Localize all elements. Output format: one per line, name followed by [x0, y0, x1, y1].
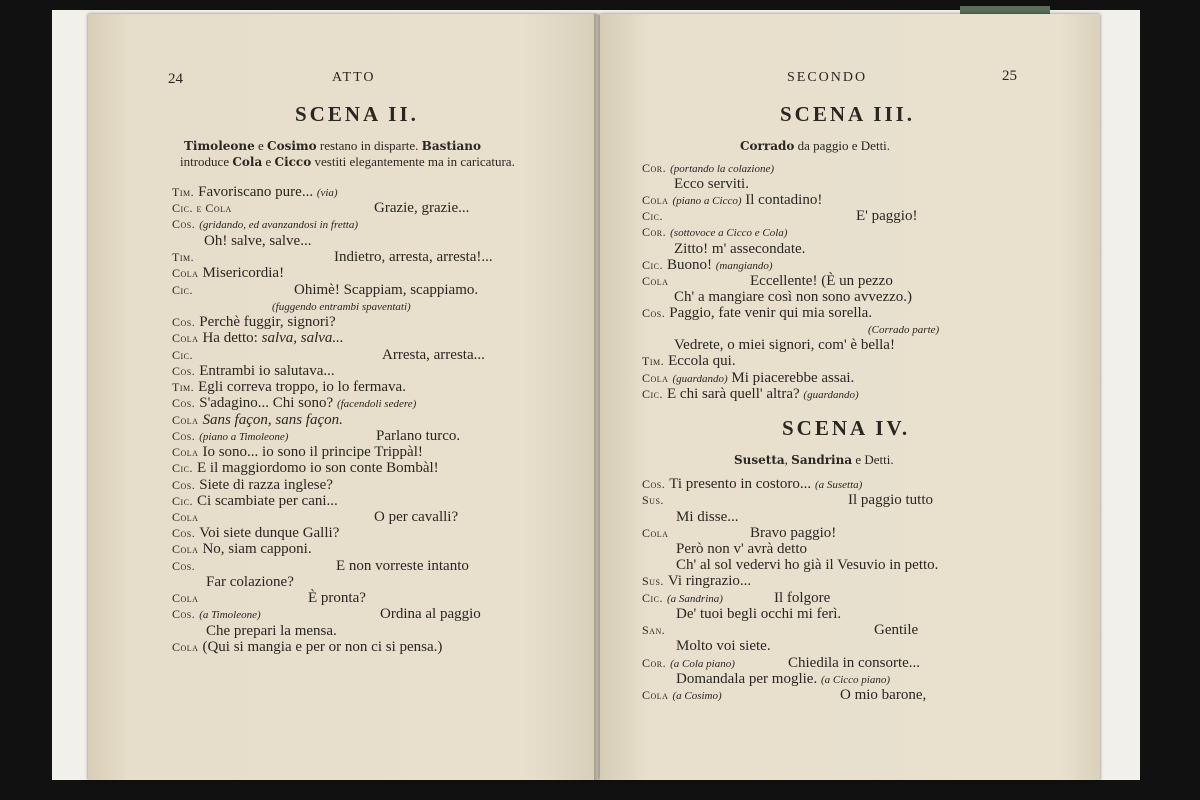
dialogue-line: Cos. [172, 559, 196, 573]
scene-title-2: SCENA II. [295, 102, 419, 126]
scene-title-4: SCENA IV. [782, 416, 911, 440]
dialogue-line: Cos. (piano a Timoleone) [172, 429, 289, 443]
dialogue-line: Ohimè! Scappiam, scappiamo. [294, 282, 479, 298]
dialogue-line: O mio barone, [840, 687, 927, 703]
dialogue-line: Cic. Buono! (mangiando) [642, 257, 773, 273]
dialogue-line: Vedrete, o miei signori, com' è bella! [674, 337, 895, 353]
dialogue-line: Che prepari la mensa. [206, 623, 337, 639]
dialogue-line: Bravo paggio! [750, 525, 837, 541]
dialogue-line: (Corrado parte) [868, 324, 940, 336]
page-number-left: 24 [168, 71, 183, 87]
dialogue-line: Tim. [172, 250, 195, 264]
dialogue-line: Cola Ha detto: salva, salva... [172, 330, 344, 346]
dialogue-line: Cola (guardando) Mi piacerebbe assai. [642, 370, 855, 386]
stage-direction: Timoleone e Cosimo restano in disparte. Bastiano [184, 138, 481, 153]
dialogue-line: Domandala per moglie. (a Cicco piano) [676, 671, 891, 687]
dialogue-line: Ecco serviti. [674, 176, 749, 192]
running-head-left: ATTO [332, 70, 376, 85]
dialogue-line: Cic. Ci scambiate per cani... [172, 493, 338, 509]
dialogue-line: Sus. Vi ringrazio... [642, 573, 752, 589]
dialogue-line: Cic. e Cola [172, 201, 232, 215]
dialogue-line: Oh! salve, salve... [204, 233, 312, 249]
dialogue-line: Ordina al paggio [380, 606, 481, 622]
dialogue-line: Cola Sans façon, sans façon. [172, 412, 343, 428]
dialogue-line: Cola Misericordia! [172, 265, 285, 281]
stage-direction: introduce Cola e Cicco vestiti elegantemente ma in caricatura. [180, 154, 515, 169]
dialogue-line: Cic. [172, 283, 194, 297]
dialogue-line: Ch' al sol vedervi ho già il Vesuvio in petto. [676, 557, 939, 573]
dialogue-line: Cola [642, 526, 669, 540]
dialogue-line: Ch' a mangiare così non sono avvezzo.) [674, 289, 913, 305]
cover-edge [960, 6, 1050, 14]
dialogue-line: Cola (piano a Cicco) Il contadino! [642, 192, 823, 208]
dialogue-line: Cic. [642, 209, 664, 223]
scene-title-3: SCENA III. [780, 102, 916, 126]
stage-direction: Susetta, Sandrina e Detti. [734, 452, 894, 467]
dialogue-line: Parlano turco. [376, 428, 461, 444]
dialogue-line: Cola [172, 510, 199, 524]
dialogue-line: Cola No, siam capponi. [172, 541, 312, 557]
dialogue-line: Cos. Siete di razza inglese? [172, 477, 333, 493]
dialogue-line: Cos. Entrambi io salutava... [172, 363, 335, 379]
dialogue-line: Cor. (sottovoce a Cicco e Cola) [642, 225, 788, 239]
dialogue-line: Far colazione? [206, 574, 294, 590]
dialogue-line: Cola (a Cosimo) [642, 688, 722, 702]
dialogue-line: (fuggendo entrambi spaventati) [272, 301, 411, 313]
dialogue-line: Cos. Voi siete dunque Galli? [172, 525, 340, 541]
dialogue-line: Chiedila in consorte... [788, 655, 921, 671]
dialogue-line: Cic. E chi sarà quell' altra? (guardando) [642, 386, 859, 402]
dialogue-line: Molto voi siete. [676, 638, 771, 654]
dialogue-line: È pronta? [308, 590, 366, 606]
stage-direction: Corrado da paggio e Detti. [740, 138, 891, 153]
dialogue-line: Cos. S'adagino... Chi sono? (facendoli sedere) [172, 395, 417, 411]
dialogue-line: De' tuoi begli occhi mi ferì. [676, 606, 842, 622]
dialogue-line: Sus. [642, 493, 664, 507]
left-page [88, 14, 598, 780]
dialogue-line: Cos. Perchè fuggir, signori? [172, 314, 336, 330]
dialogue-line: Tim. Egli correva troppo, io lo fermava. [172, 379, 406, 395]
dialogue-line: Cos. (a Timoleone) [172, 607, 261, 621]
dialogue-line: Zitto! m' assecondate. [674, 241, 806, 257]
dialogue-line: Cola (Qui si mangia e per or non ci si pensa.) [172, 639, 443, 655]
dialogue-line: Cor. (a Cola piano) [642, 656, 735, 670]
dialogue-line: Tim. Favoriscano pure... (via) [172, 184, 338, 200]
dialogue-line: San. [642, 623, 666, 637]
dialogue-line: Tim. Eccola qui. [642, 353, 736, 369]
dialogue-line: Il paggio tutto [848, 492, 933, 508]
dialogue-line: Cor. (portando la colazione) [642, 161, 775, 175]
dialogue-line: Cic. (a Sandrina) [642, 591, 723, 605]
dialogue-line: Il folgore [774, 590, 831, 606]
dialogue-line: Eccellente! (È un pezzo [750, 273, 893, 289]
dialogue-line: Arresta, arresta... [382, 347, 485, 363]
dialogue-line: E non vorreste intanto [336, 558, 469, 574]
dialogue-line: Cola [172, 591, 199, 605]
dialogue-line: Grazie, grazie... [374, 200, 470, 216]
dialogue-line: Cos. Paggio, fate venir qui mia sorella. [642, 305, 873, 321]
dialogue-line: O per cavalli? [374, 509, 459, 525]
dialogue-line: E' paggio! [856, 208, 918, 224]
running-head-right: SECONDO [787, 70, 868, 85]
dialogue-line: Gentile [874, 622, 919, 638]
page-number-right: 25 [1002, 68, 1017, 84]
dialogue-line: Cos. (gridando, ed avanzandosi in fretta) [172, 217, 359, 231]
dialogue-line: Mi disse... [676, 509, 739, 525]
dialogue-line: Cola Io sono... io sono il principe Trippàl! [172, 444, 423, 460]
dialogue-line: Indietro, arresta, arresta!... [334, 249, 493, 265]
dialogue-line: Cos. Ti presento in costoro... (a Susetta) [642, 476, 863, 492]
dialogue-line: Cic. E il maggiordomo io son conte Bombàl! [172, 460, 439, 476]
dialogue-line: Però non v' avrà detto [676, 541, 808, 557]
right-page [600, 14, 1100, 780]
dialogue-line: Cola [642, 274, 669, 288]
dialogue-line: Cic. [172, 348, 194, 362]
